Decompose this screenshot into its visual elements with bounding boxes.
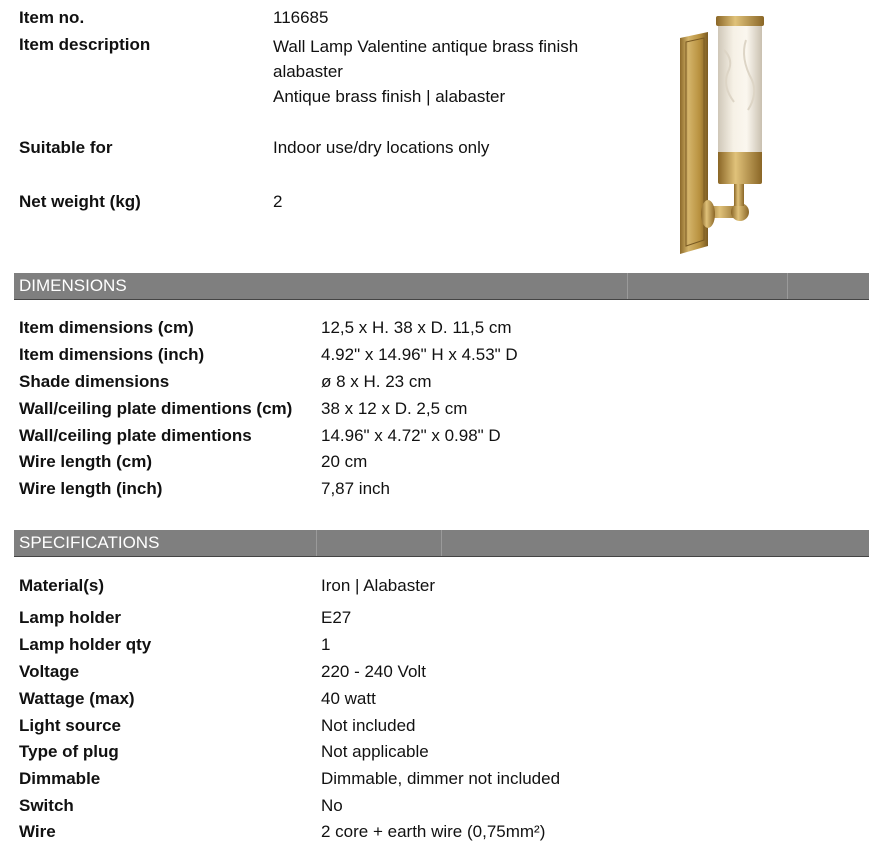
shade-top-cap — [716, 16, 764, 26]
spec-label: Wattage (max) — [19, 689, 135, 708]
spec-label: Lamp holder qty — [19, 635, 152, 654]
suitable-for-value: Indoor use/dry locations only — [273, 138, 490, 157]
dimension-value: 4.92" x 14.96" H x 4.53" D — [321, 345, 518, 364]
dimension-label: Wire length (inch) — [19, 479, 163, 498]
specifications-header-bar — [14, 530, 869, 556]
dimension-value: 20 cm — [321, 452, 368, 471]
spec-label: Voltage — [19, 662, 80, 681]
spec-label: Light source — [19, 716, 122, 735]
dimension-label: Wall/ceiling plate dimentions — [19, 426, 252, 445]
item-no-label: Item no. — [19, 8, 85, 27]
spec-label: Lamp holder — [19, 608, 122, 627]
dimension-value: 12,5 x H. 38 x D. 11,5 cm — [321, 318, 512, 337]
spec-label: Material(s) — [19, 576, 105, 595]
spec-value: E27 — [321, 608, 352, 627]
dimension-value: ø 8 x H. 23 cm — [321, 372, 432, 391]
dimension-label: Item dimensions (inch) — [19, 345, 205, 364]
spec-value: Dimmable, dimmer not included — [321, 769, 561, 788]
dimension-value: 14.96" x 4.72" x 0.98" D — [321, 426, 501, 445]
dimension-label: Item dimensions (cm) — [19, 318, 194, 337]
spec-value: No — [321, 796, 343, 815]
specifications-header: SPECIFICATIONS — [19, 533, 160, 552]
suitable-for-label: Suitable for — [19, 138, 113, 157]
lamp-holder-cup — [718, 150, 762, 184]
item-description-label: Item description — [19, 35, 151, 54]
item-no-value: 116685 — [273, 8, 329, 27]
dimension-label: Wall/ceiling plate dimentions (cm) — [19, 399, 293, 418]
dimension-value: 7,87 inch — [321, 479, 390, 498]
spec-value: Not applicable — [321, 742, 429, 761]
dimension-label: Shade dimensions — [19, 372, 170, 391]
spec-value: 220 - 240 Volt — [321, 662, 426, 681]
spec-value: 2 core + earth wire (0,75mm²) — [321, 822, 546, 841]
dimension-value: 38 x 12 x D. 2,5 cm — [321, 399, 468, 418]
dimension-label: Wire length (cm) — [19, 452, 153, 471]
spec-label: Dimmable — [19, 769, 101, 788]
spec-label: Wire — [19, 822, 56, 841]
net-weight-value: 2 — [273, 192, 283, 211]
description-line: Antique brass finish | alabaster — [273, 87, 506, 106]
spec-value: Not included — [321, 716, 416, 735]
description-line: Wall Lamp Valentine antique brass finish — [273, 37, 579, 56]
dimensions-header: DIMENSIONS — [19, 276, 127, 295]
spec-value: 1 — [321, 635, 331, 654]
spec-label: Switch — [19, 796, 74, 815]
net-weight-label: Net weight (kg) — [19, 192, 141, 211]
spec-label: Type of plug — [19, 742, 119, 761]
description-line: alabaster — [273, 62, 343, 81]
spec-value: 40 watt — [321, 689, 376, 708]
spec-value: Iron | Alabaster — [321, 576, 436, 595]
dimensions-header-bar — [14, 273, 869, 299]
item-description-value — [273, 34, 578, 109]
wall-lamp-product-image — [668, 10, 778, 260]
alabaster-shade — [718, 24, 762, 152]
